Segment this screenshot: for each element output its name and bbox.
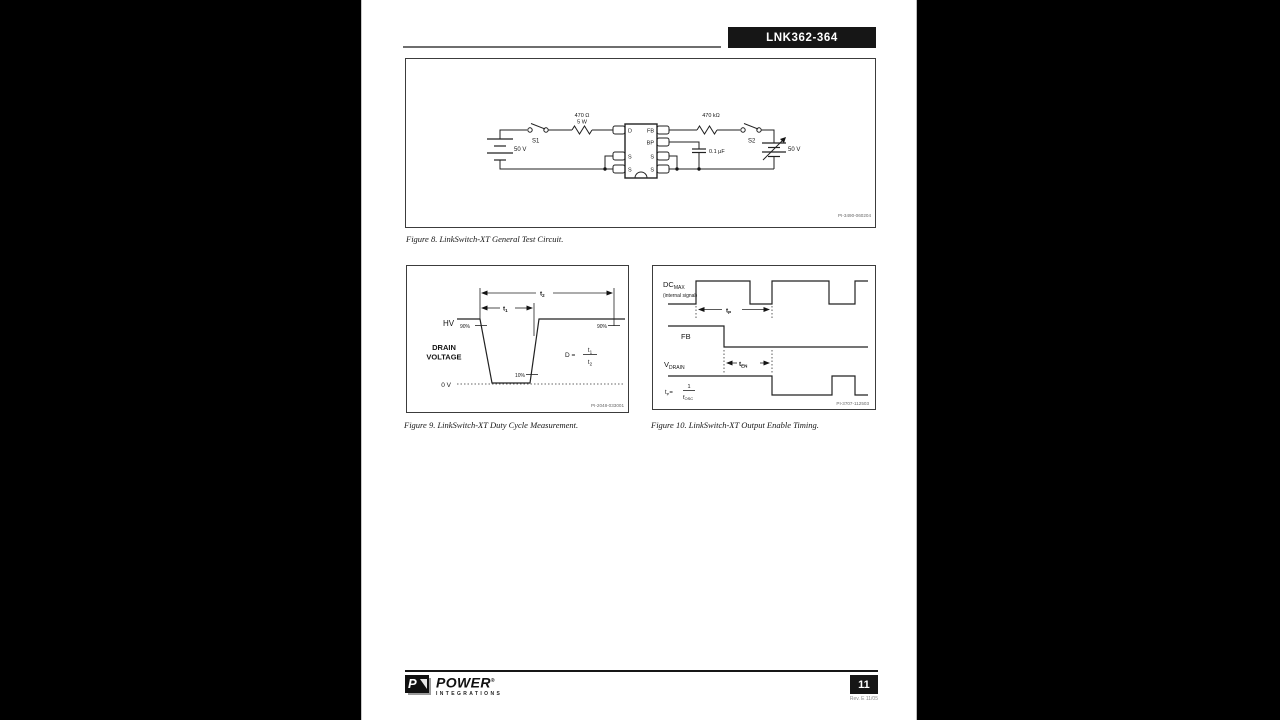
duty-cycle-diagram — [407, 266, 628, 412]
figure9-frame — [406, 265, 629, 413]
zero-volt-label: 0 V — [441, 382, 451, 389]
brand-subname: INTEGRATIONS — [436, 690, 503, 697]
vdrain-waveform — [668, 376, 868, 395]
pi-logo-square — [405, 675, 429, 693]
source-left-label: 50 V — [514, 147, 527, 153]
arrowhead — [764, 361, 771, 366]
arrowhead — [527, 306, 534, 311]
arrowhead — [481, 291, 488, 296]
resistor-left-power: 5 W — [577, 119, 587, 126]
ic-pin-label-s: S — [650, 167, 654, 174]
ic-pin — [613, 126, 625, 134]
duty-formula-den: t2 — [587, 360, 593, 367]
resistor-right — [697, 126, 717, 134]
wire — [500, 130, 527, 139]
t1-label: t1 — [503, 305, 508, 313]
ic-pin — [657, 138, 669, 146]
pi-code: PI-2048-033001 — [591, 403, 624, 408]
period-formula-lhs: tP= — [665, 390, 673, 397]
switch-contact — [741, 128, 745, 132]
arrowhead — [726, 361, 733, 366]
header-rule — [403, 46, 721, 48]
ic-pin-label-s: S — [650, 154, 654, 161]
figure10-frame — [652, 265, 876, 410]
footer-rule — [405, 670, 878, 672]
page-number-badge: 11 — [850, 675, 878, 694]
ten-label: tEN — [739, 361, 748, 369]
datasheet-page — [361, 0, 917, 720]
revision-label: Rev. E 11/05 — [849, 696, 878, 702]
fb-label: FB — [681, 332, 691, 341]
ic-pin-label-bp: BP — [646, 140, 654, 147]
dcmax-note: (internal signal) — [663, 293, 698, 299]
test-circuit-schematic — [406, 59, 875, 227]
junction-dot — [675, 167, 678, 170]
resistor-right-value: 470 kΩ — [702, 113, 720, 119]
wire — [605, 156, 613, 169]
ic-pin — [657, 152, 669, 160]
part-number-badge: LNK362-364 — [728, 27, 876, 48]
resistor-left — [572, 126, 592, 134]
tp-label: tP — [726, 307, 732, 315]
pi-code: PI-3490-060204 — [838, 213, 871, 218]
pi-logo-wedge — [420, 679, 427, 689]
registered-mark: ® — [490, 678, 495, 684]
pct10-label: 10% — [514, 373, 525, 379]
fb-waveform — [668, 326, 868, 347]
period-formula-num: 1 — [687, 384, 691, 390]
figure8-frame — [405, 58, 876, 228]
enable-timing-diagram — [653, 266, 875, 409]
brand-word: POWER — [436, 674, 491, 691]
duty-formula-num: t1 — [587, 348, 593, 355]
brand-text — [436, 675, 502, 697]
figure9-caption: Figure 9. LinkSwitch-XT Duty Cycle Measurement. — [404, 420, 579, 430]
pi-code: PI-3707-112503 — [836, 401, 869, 406]
brand-name — [436, 675, 502, 690]
switch-left-label: S1 — [532, 138, 540, 145]
duty-formula-lhs: D = — [565, 352, 576, 359]
switch-blade — [744, 124, 758, 130]
ic-pin — [613, 152, 625, 160]
wire — [761, 130, 774, 143]
ic-pin-label-fb: FB — [646, 128, 654, 135]
t2-label: t2 — [540, 290, 545, 298]
hv-label: HV — [443, 319, 455, 328]
switch-blade — [531, 124, 545, 130]
ic-pin — [657, 165, 669, 173]
pct90-left-label: 90% — [460, 324, 471, 330]
arrowhead — [481, 306, 488, 311]
switch-right-label: S2 — [748, 138, 756, 145]
pi-logo-mark — [405, 675, 432, 696]
arrowhead — [698, 307, 705, 312]
ylabel-line1: DRAIN — [432, 343, 456, 352]
power-integrations-logo — [405, 675, 502, 697]
dcmax-waveform — [668, 281, 868, 304]
ylabel-line2: VOLTAGE — [426, 352, 462, 362]
ic-pin-label-s: S — [628, 167, 632, 174]
arrowhead — [764, 307, 771, 312]
source-right-label: 50 V — [788, 147, 801, 153]
pi-logo-letter: P — [408, 676, 417, 691]
resistor-left-value: 470 Ω — [574, 113, 590, 119]
wire — [669, 142, 699, 149]
junction-dot — [603, 167, 606, 170]
period-formula-den: fOSC — [683, 395, 694, 401]
arrowhead — [607, 291, 614, 296]
figure10-caption: Figure 10. LinkSwitch-XT Output Enable Timing. — [651, 420, 819, 430]
figure8-caption: Figure 8. LinkSwitch-XT General Test Circuit. — [406, 234, 564, 244]
junction-dot — [697, 167, 700, 170]
dcmax-label: DCMAX — [663, 280, 685, 291]
ic-pin-label-s: S — [628, 154, 632, 161]
pct90-right-label: 90% — [596, 324, 607, 330]
switch-contact — [528, 128, 532, 132]
ic-pin-label-d: D — [628, 128, 632, 135]
vdrain-label: VDRAIN — [664, 360, 685, 371]
ic-pin — [657, 126, 669, 134]
wire — [669, 156, 677, 169]
capacitor-label: 0.1 µF — [709, 149, 725, 155]
ic-pin — [613, 165, 625, 173]
